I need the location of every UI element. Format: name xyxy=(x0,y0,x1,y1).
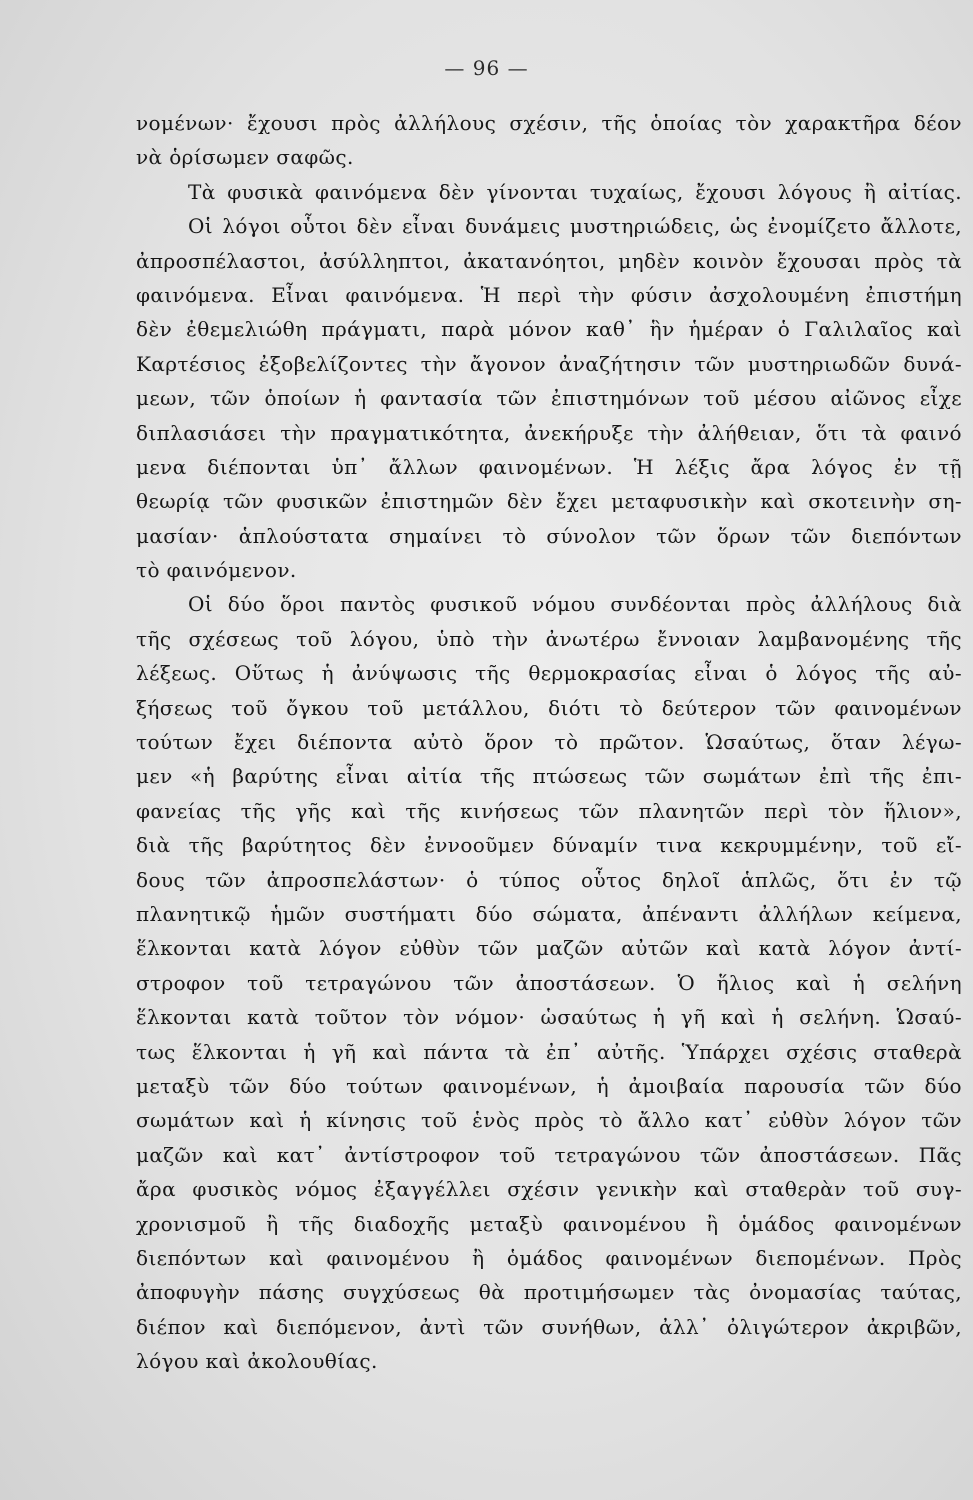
text-line: τως ἕλκονται ἡ γῆ καὶ πάντα τὰ ἐπ᾿ αὐτῆς. Ὑπάρχει σχέσις σταθερὰ xyxy=(136,1039,962,1064)
text-line: Οἱ δύο ὅροι παντὸς φυσικοῦ νόμου συνδέονται πρὸς ἀλλήλους διὰ xyxy=(188,592,962,617)
text-line: σωμάτων καὶ ἡ κίνησις τοῦ ἑνὸς πρὸς τὸ ἄλλο κατ᾿ εὐθὺν λόγον τῶν xyxy=(136,1108,962,1133)
text-line: λόγου καὶ ἀκολουθίας. xyxy=(136,1349,378,1374)
text-line: δὲν ἐθεμελιώθη πράγματι, παρὰ μόνον καθ᾿ ἣν ἡμέραν ὁ Γαλιλαῖος καὶ xyxy=(136,317,962,342)
text-line: μεν «ἡ βαρύτης εἶναι αἰτία τῆς πτώσεως τῶν σωμάτων ἐπὶ τῆς ἐπι- xyxy=(136,764,962,789)
text-line: διὰ τῆς βαρύτητος δὲν ἐννοοῦμεν δύναμίν τινα κεκρυμμένην, τοῦ εἴ- xyxy=(136,833,962,858)
text-line: μασίαν· ἁπλούστατα σημαίνει τὸ σύνολον τῶν ὅρων τῶν διεπόντων xyxy=(136,523,962,548)
text-line: στροφον τοῦ τετραγώνου τῶν ἀποστάσεων. Ὁ ἥλιος καὶ ἡ σελήνη xyxy=(136,970,962,995)
text-line: μεταξὺ τῶν δύο τούτων φαινομένων, ἡ ἀμοιβαία παρουσία τῶν δύο xyxy=(136,1073,962,1098)
text-line: μεων, τῶν ὁποίων ἡ φαντασία τῶν ἐπιστημόνων τοῦ μέσου αἰῶνος εἶχε xyxy=(136,386,962,411)
text-line: νὰ ὁρίσωμεν σαφῶς. xyxy=(136,145,354,170)
text-line: τῆς σχέσεως τοῦ λόγου, ὑπὸ τὴν ἀνωτέρω ἔννοιαν λαμβανομένης τῆς xyxy=(136,626,962,651)
text-line: ἕλκονται κατὰ τοῦτον τὸν νόμον· ὡσαύτως ἡ γῆ καὶ ἡ σελήνη. Ὡσαύ- xyxy=(136,1005,962,1030)
text-line: τὸ φαινόμενον. xyxy=(136,558,297,583)
text-line: ἀποφυγὴν πάσης συγχύσεως θὰ προτιμήσωμεν τὰς ὀνομασίας ταύτας, xyxy=(136,1280,962,1305)
text-line: διπλασιάσει τὴν πραγματικότητα, ἀνεκήρυξε τὴν ἀλήθειαν, ὅτι τὰ φαινό xyxy=(136,420,962,445)
text-line: λέξεως. Οὕτως ἡ ἀνύψωσις τῆς θερμοκρασίας εἶναι ὁ λόγος τῆς αὐ- xyxy=(136,661,962,686)
text-line: Οἱ λόγοι οὗτοι δὲν εἶναι δυνάμεις μυστηριώδεις, ὡς ἐνομίζετο ἄλλοτε, xyxy=(188,214,962,239)
text-line: ἄρα φυσικὸς νόμος ἐξαγγέλλει σχέσιν γενικὴν καὶ σταθερὰν τοῦ συγ- xyxy=(136,1177,962,1202)
text-line: Καρτέσιος ἐξοβελίζοντες τὴν ἄγονον ἀναζήτησιν τῶν μυστηριωδῶν δυνά- xyxy=(136,351,962,376)
page-number: — 96 — xyxy=(444,56,529,80)
text-line: τούτων ἔχει διέποντα αὐτὸ ὅρον τὸ πρῶτον. Ὡσαύτως, ὅταν λέγω- xyxy=(136,730,962,755)
text-line: ἀπροσπέλαστοι, ἀσύλληπτοι, ἀκατανόητοι, μηδὲν κοινὸν ἔχουσαι πρὸς τὰ xyxy=(136,248,962,273)
body-text xyxy=(136,106,962,1378)
text-line: διεπόντων καὶ φαινομένου ἢ ὁμάδος φαινομένων διεπομένων. Πρὸς xyxy=(136,1245,962,1270)
text-line: ξήσεως τοῦ ὄγκου τοῦ μετάλλου, διότι τὸ δεύτερον τῶν φαινομένων xyxy=(136,695,962,720)
text-line: πλανητικῷ ἡμῶν συστήματι δύο σώματα, ἀπέναντι ἀλλήλων κείμενα, xyxy=(136,901,962,926)
text-line: μαζῶν καὶ κατ᾿ ἀντίστροφον τοῦ τετραγώνου τῶν ἀποστάσεων. Πᾶς xyxy=(136,1142,962,1167)
text-line: φαινόμενα. Εἶναι φαινόμενα. Ἡ περὶ τὴν φύσιν ἀσχολουμένη ἐπιστήμη xyxy=(136,282,962,307)
text-line: διέπον καὶ διεπόμενον, ἀντὶ τῶν συνήθων, ἀλλ᾿ ὀλιγώτερον ἀκριβῶν, xyxy=(136,1314,962,1339)
text-line: θεωρίᾳ τῶν φυσικῶν ἐπιστημῶν δὲν ἔχει μεταφυσικὴν καὶ σκοτεινὴν ση- xyxy=(136,489,962,514)
text-line: νομένων· ἔχουσι πρὸς ἀλλήλους σχέσιν, τῆς ὁποίας τὸν χαρακτῆρα δέον xyxy=(136,111,962,135)
text-line: Τὰ φυσικὰ φαινόμενα δὲν γίνονται τυχαίως, ἔχουσι λόγους ἢ αἰτίας. xyxy=(188,179,962,204)
text-line: ἕλκονται κατὰ λόγον εὐθὺν τῶν μαζῶν αὐτῶν καὶ κατὰ λόγον ἀντί- xyxy=(136,936,962,961)
text-line: φανείας τῆς γῆς καὶ τῆς κινήσεως τῶν πλανητῶν περὶ τὸν ἥλιον», xyxy=(136,798,962,823)
text-line: χρονισμοῦ ἢ τῆς διαδοχῆς μεταξὺ φαινομένου ἢ ὁμάδος φαινομένων xyxy=(136,1211,962,1236)
text-line: δους τῶν ἀπροσπελάστων· ὁ τύπος οὗτος δηλοῖ ἁπλῶς, ὅτι ἐν τῷ xyxy=(136,867,962,892)
text-line: μενα διέπονται ὑπ᾿ ἄλλων φαινομένων. Ἡ λέξις ἄρα λόγος ἐν τῇ xyxy=(136,454,962,479)
